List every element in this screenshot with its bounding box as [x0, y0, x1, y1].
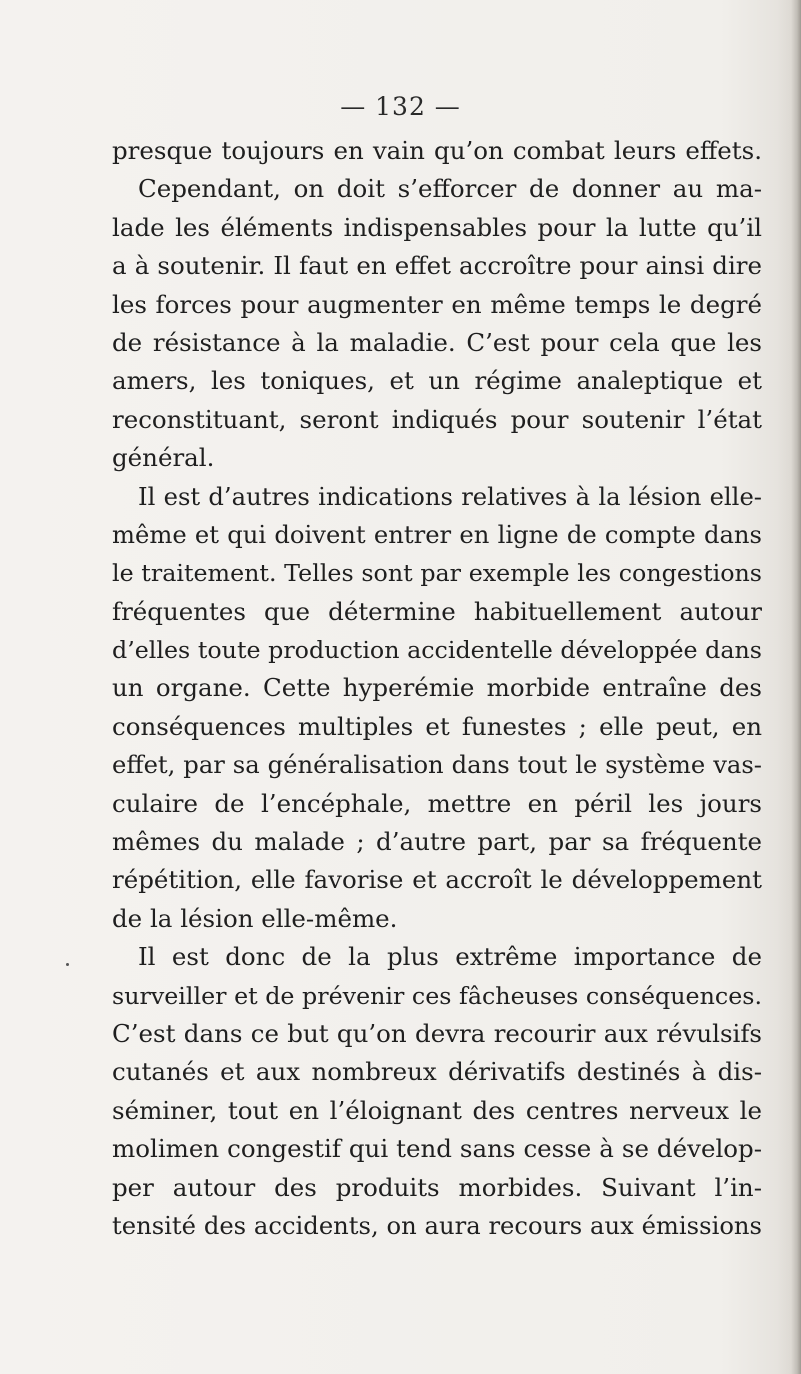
text-line: molimen congestif qui tend sans cesse à se dévelop-: [112, 1134, 762, 1164]
margin-speck: [66, 963, 69, 966]
body-text: [112, 132, 762, 1245]
text-line: surveiller et de prévenir ces fâcheuses conséquences.: [112, 981, 762, 1010]
text-line: le traitement. Telles sont par exemple les congestions: [112, 559, 762, 588]
text-line: séminer, tout en l’éloignant des centres nerveux le: [112, 1095, 762, 1125]
text-line: un organe. Cette hyperémie morbide entraîne des: [112, 673, 762, 703]
page-edge-shadow: [791, 0, 801, 1374]
text-line: conséquences multiples et funestes ; elle peut, en: [112, 711, 762, 741]
text-line: de résistance à la maladie. C’est pour cela que les: [112, 327, 762, 357]
text-line: d’elles toute production accidentelle développée dans: [112, 636, 762, 665]
text-line: général.: [112, 443, 215, 473]
text-line: a à soutenir. Il faut en effet accroître pour ainsi dire: [112, 251, 762, 281]
page-number: — 132 —: [340, 92, 461, 121]
text-line: les forces pour augmenter en même temps le degré: [112, 289, 762, 319]
text-line: effet, par sa généralisation dans tout le système vas-: [112, 750, 762, 780]
text-line: Cependant, on doit s’efforcer de donner au ma-: [138, 174, 762, 204]
text-line: reconstituant, seront indiqués pour soutenir l’état: [112, 404, 762, 434]
text-line: répétition, elle favorise et accroît le développement: [112, 865, 762, 895]
text-line: mêmes du malade ; d’autre part, par sa fréquente: [112, 827, 762, 857]
text-line: lade les éléments indispensables pour la lutte qu’il: [112, 212, 762, 242]
text-line: de la lésion elle-même.: [112, 903, 398, 933]
text-line: culaire de l’encéphale, mettre en péril les jours: [112, 788, 762, 818]
text-line: cutanés et aux nombreux dérivatifs destinés à dis-: [112, 1057, 762, 1087]
text-line: per autour des produits morbides. Suivant l’in-: [112, 1172, 762, 1202]
text-line: Il est donc de la plus extrême importance de: [138, 942, 762, 972]
text-line: Il est d’autres indications relatives à la lésion elle-: [138, 481, 762, 511]
text-line: fréquentes que détermine habituellement autour: [112, 596, 762, 626]
text-line: C’est dans ce but qu’on devra recourir aux révulsifs: [112, 1018, 762, 1048]
text-line: même et qui doivent entrer en ligne de compte dans: [112, 519, 762, 549]
text-line: amers, les toniques, et un régime analeptique et: [112, 366, 762, 396]
text-line: tensité des accidents, on aura recours aux émissions: [112, 1210, 762, 1240]
text-line: presque toujours en vain qu’on combat leurs effets.: [112, 136, 762, 165]
